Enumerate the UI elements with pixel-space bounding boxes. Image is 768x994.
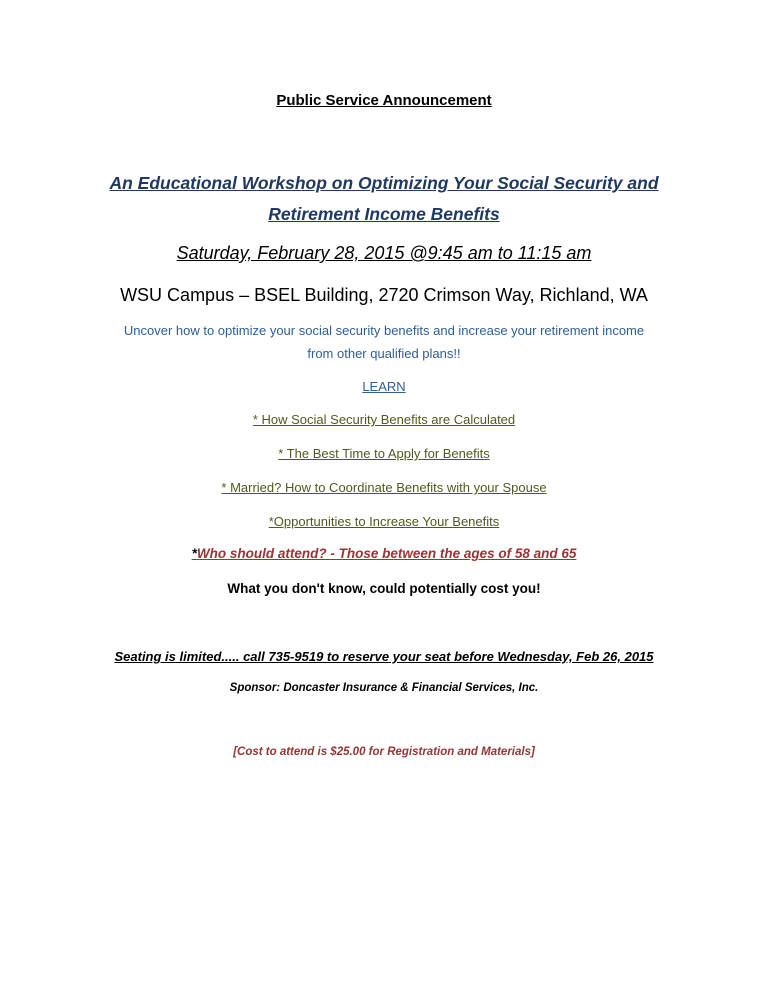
list-item: * The Best Time to Apply for Benefits: [278, 446, 490, 461]
target-audience: [0, 546, 768, 561]
registration-cost: [Cost to attend is $25.00 for Registration and Materials]: [233, 746, 535, 758]
workshop-title-line-1: An Educational Workshop on Optimizing Your Social Security and: [109, 173, 659, 193]
learn-heading: LEARN: [362, 379, 406, 394]
list-item: * Married? How to Coordinate Benefits with your Spouse: [221, 480, 547, 495]
event-venue: WSU Campus – BSEL Building, 2720 Crimson Way, Richland, WA: [120, 285, 648, 305]
page-heading: Public Service Announcement: [276, 92, 492, 109]
attend-asterisk: *: [191, 546, 197, 561]
sponsor-line: Sponsor: Doncaster Insurance & Financial Services, Inc.: [229, 682, 539, 694]
intro-text-line-1: Uncover how to optimize your social security benefits and increase your retirement income: [123, 323, 645, 338]
attend-text: Who should attend? - Those between the ages of 58 and 65: [196, 546, 577, 561]
workshop-title-line-2: Retirement Income Benefits: [268, 204, 500, 224]
seating-notice: Seating is limited..... call 735-9519 to reserve your seat before Wednesday, Feb 26, 2015: [114, 649, 654, 664]
intro-text-line-2: from other qualified plans!!: [307, 346, 461, 361]
list-item: *Opportunities to Increase Your Benefits: [268, 514, 500, 529]
event-date: Saturday, February 28, 2015 @9:45 am to 11:15 am: [176, 243, 592, 263]
cost-warning: What you don't know, could potentially cost you!: [227, 581, 541, 596]
list-item: * How Social Security Benefits are Calculated: [252, 412, 516, 427]
